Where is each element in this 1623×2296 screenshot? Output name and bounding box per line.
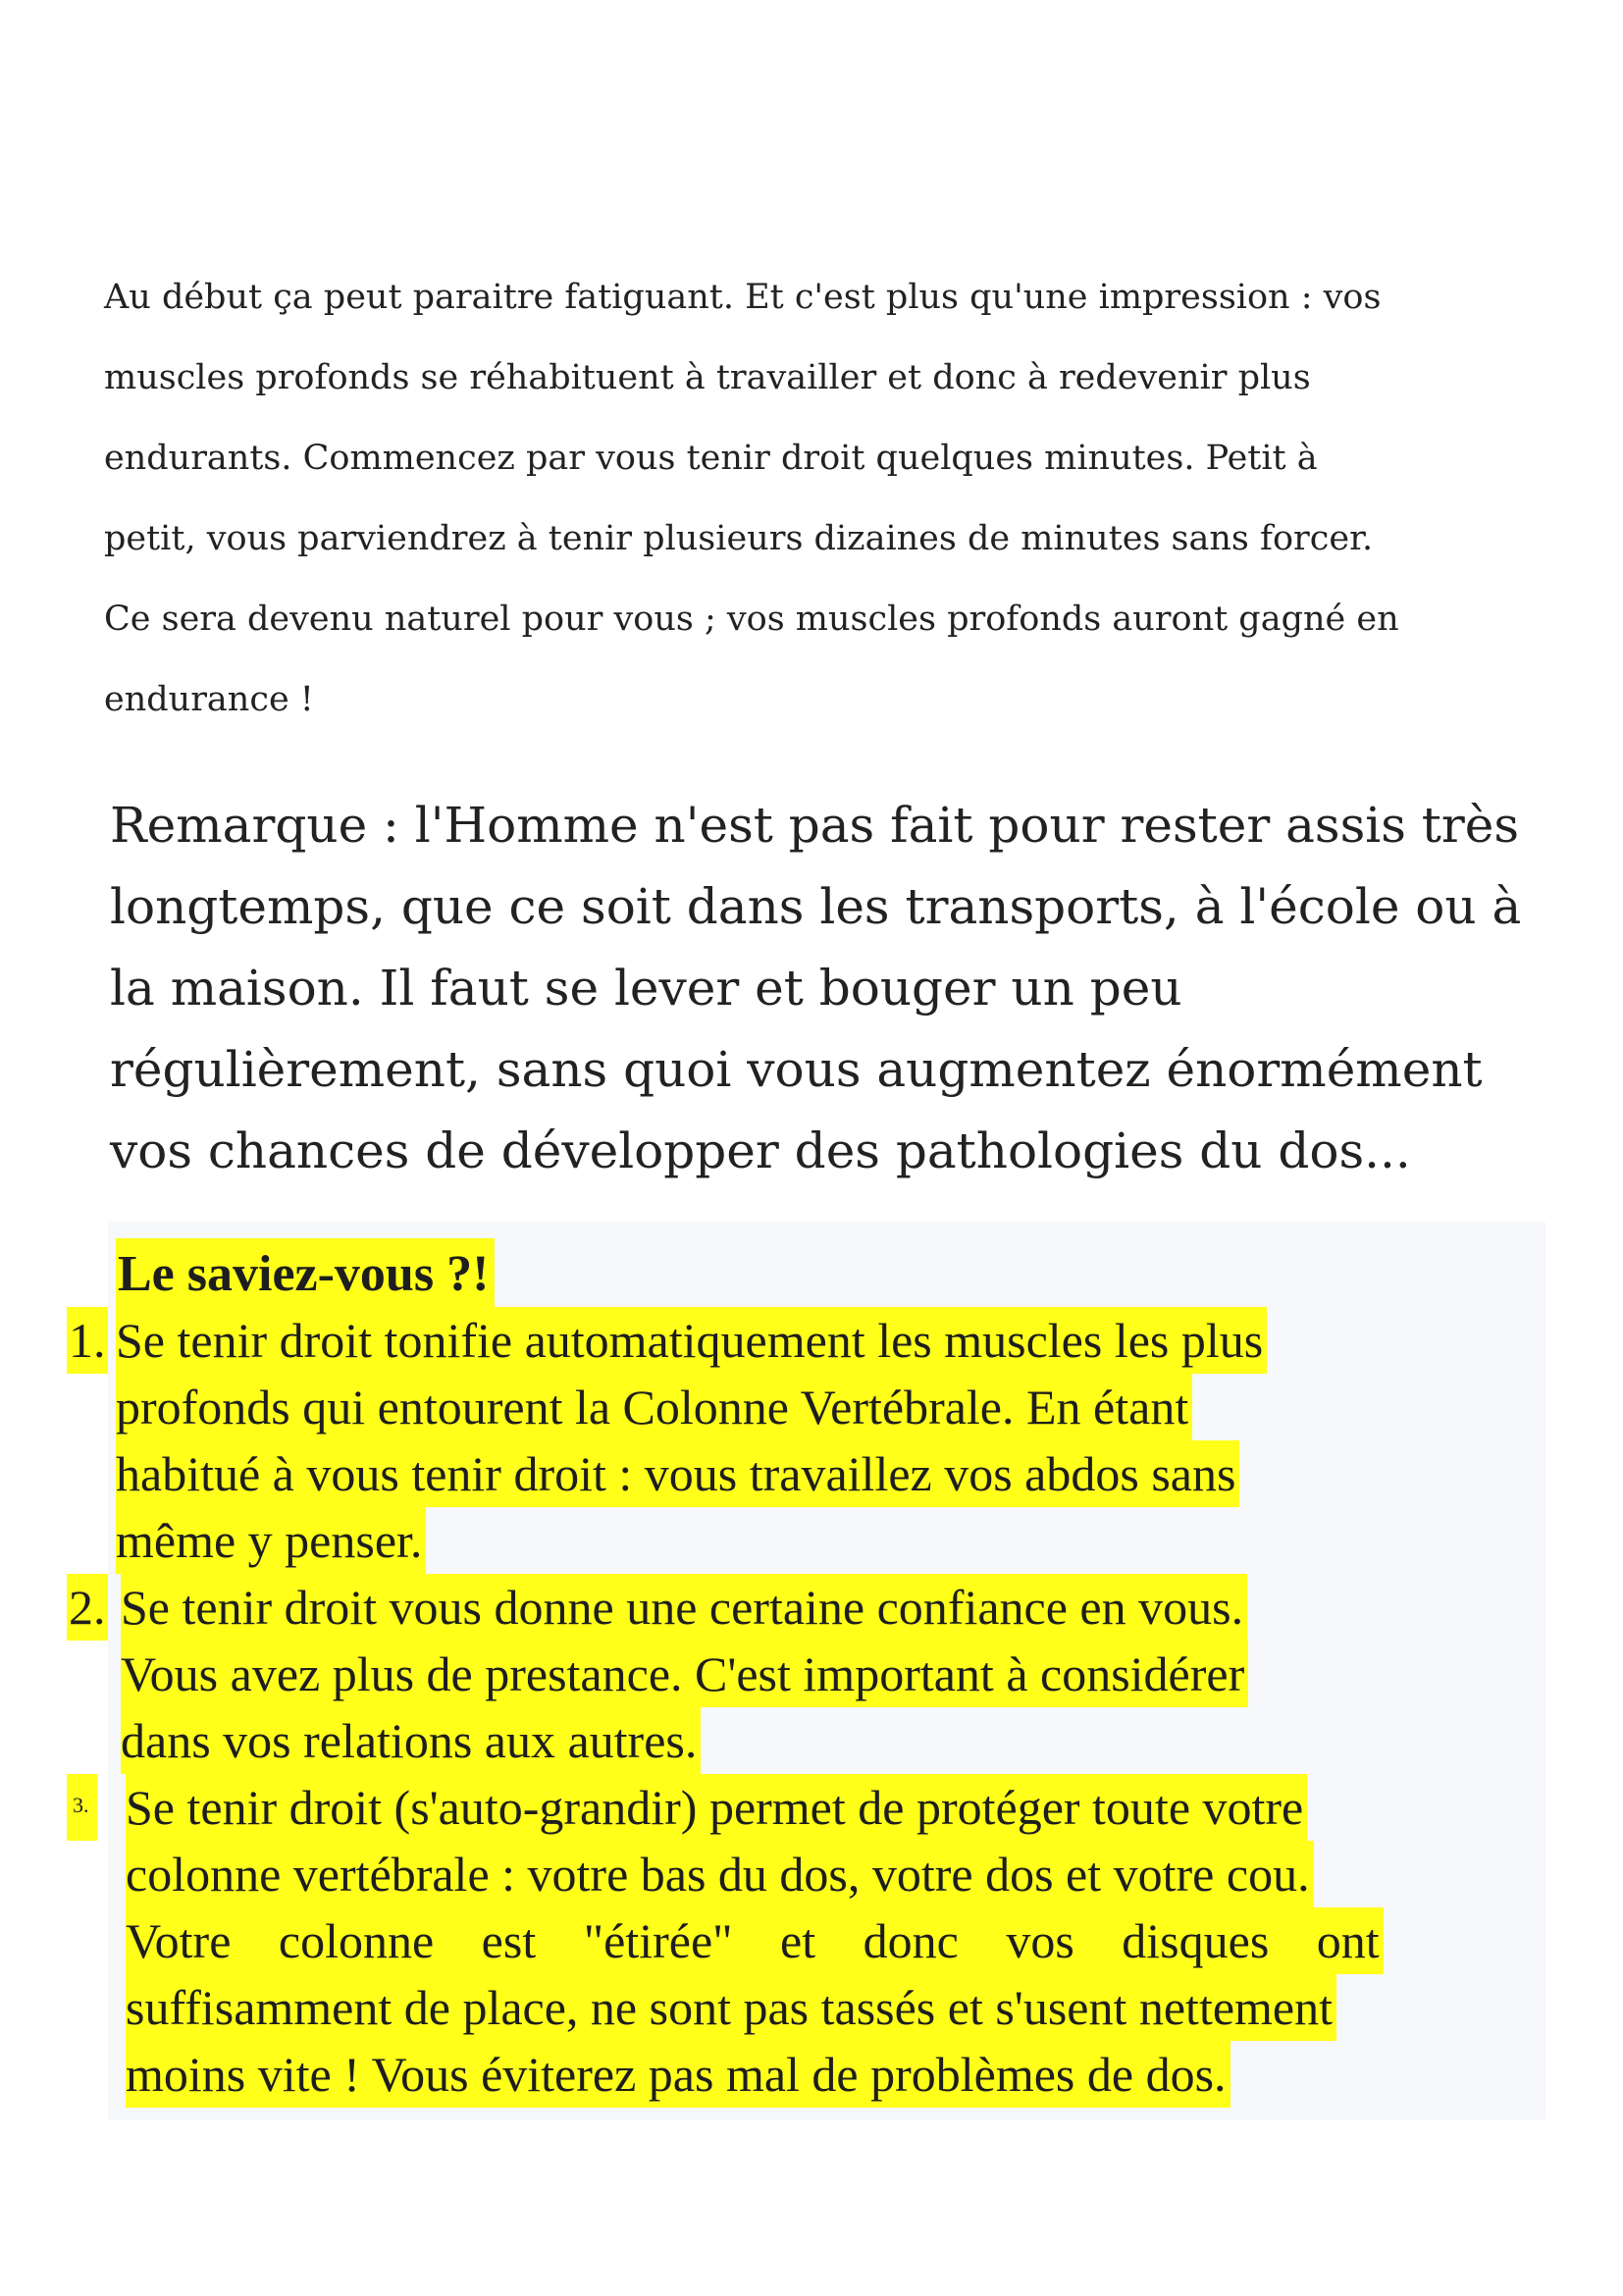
text-line: dans vos relations aux autres.	[121, 1707, 701, 1774]
text-line: muscles profonds se réhabituent à travailler et donc à redevenir plus	[104, 358, 1311, 397]
text-line: même y penser.	[116, 1507, 426, 1574]
text-line: vos chances de développer des pathologies du dos...	[110, 1122, 1411, 1179]
text-line: petit, vous parviendrez à tenir plusieurs dizaines de minutes sans forcer.	[104, 519, 1374, 558]
text-line: Votre colonne est "étirée" et donc vos disques ont	[126, 1907, 1384, 1974]
list-item-2	[67, 1574, 1248, 1774]
text-line: longtemps, que ce soit dans les transports, à l'école ou à	[110, 878, 1522, 935]
text-line: endurants. Commencez par vous tenir droit quelques minutes. Petit à	[104, 439, 1318, 478]
list-item-3	[67, 1774, 1384, 2108]
text-line: profonds qui entourent la Colonne Vertébrale. En étant	[116, 1374, 1192, 1440]
list-number: 3.	[67, 1774, 97, 1841]
text-line: endurance !	[104, 680, 314, 719]
list-item-1	[67, 1307, 1267, 1574]
text-line: Ce sera devenu naturel pour vous ; vos muscles profonds auront gagné en	[104, 600, 1399, 639]
text-line: Se tenir droit (s'auto-grandir) permet de protéger toute votre	[126, 1774, 1307, 1841]
list-number: 2.	[67, 1574, 108, 1641]
text-line: Se tenir droit vous donne une certaine confiance en vous.	[121, 1574, 1247, 1641]
text-line: Remarque : l'Homme n'est pas fait pour rester assis très	[110, 797, 1520, 854]
text-line: colonne vertébrale : votre bas du dos, votre dos et votre cou.	[126, 1841, 1314, 1907]
text-line: régulièrement, sans quoi vous augmentez énormément	[110, 1041, 1483, 1098]
text-line: habitué à vous tenir droit : vous travaillez vos abdos sans	[116, 1440, 1239, 1507]
did-you-know-heading: Le saviez-vous ?!	[116, 1238, 495, 1307]
text-line: Au début ça peut paraitre fatiguant. Et c'est plus qu'une impression : vos	[104, 278, 1382, 317]
text-line: la maison. Il faut se lever et bouger un peu	[110, 960, 1182, 1017]
intro-paragraph	[104, 257, 1527, 740]
text-line: Vous avez plus de prestance. C'est important à considérer	[121, 1641, 1248, 1707]
text-line: Se tenir droit tonifie automatiquement les muscles les plus	[116, 1307, 1267, 1374]
text-line: moins vite ! Vous éviterez pas mal de problèmes de dos.	[126, 2041, 1230, 2108]
text-line: suffisamment de place, ne sont pas tassés et s'usent nettement	[126, 1974, 1336, 2041]
remark-paragraph	[110, 785, 1543, 1192]
list-number: 1.	[67, 1307, 108, 1374]
